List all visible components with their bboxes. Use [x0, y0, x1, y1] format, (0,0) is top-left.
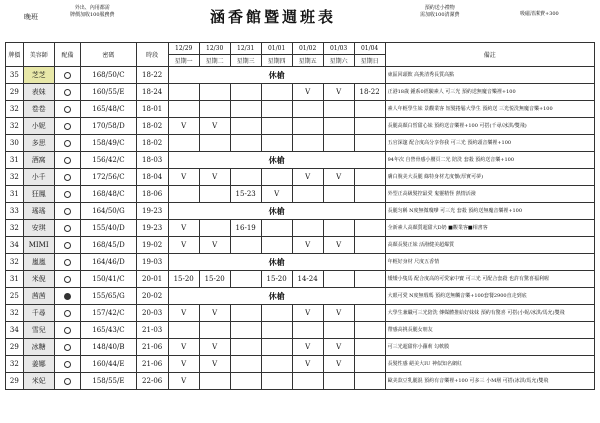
teacher-name: 芝芝 [23, 67, 54, 84]
code-cell: 158/55/E [81, 373, 136, 390]
day-cell [230, 237, 261, 254]
table-row [6, 356, 595, 373]
day-cell: 15-20 [261, 271, 292, 288]
col-remarks: 備註 [385, 43, 594, 67]
plate-cell: 32 [6, 101, 24, 118]
teacher-name: 米妃 [23, 373, 54, 390]
code-cell: 164/50/G [81, 203, 136, 220]
day-cell: 15-20 [199, 271, 230, 288]
day-cell [199, 135, 230, 152]
circle-icon [64, 174, 71, 181]
filled-circle-icon [64, 293, 71, 300]
equipment-cell [54, 220, 81, 237]
day-cell [230, 169, 261, 186]
day-cell [323, 220, 354, 237]
equipment-cell [54, 373, 81, 390]
day-cell: V [292, 169, 323, 186]
time-cell: 18-24 [136, 84, 168, 101]
day-cell: V [292, 339, 323, 356]
circle-icon [64, 276, 71, 283]
circle-icon [64, 242, 71, 249]
day-cell: V [323, 305, 354, 322]
equipment-cell [54, 305, 81, 322]
plate-cell: 34 [6, 322, 24, 339]
time-cell: 19-02 [136, 237, 168, 254]
circle-icon [64, 378, 71, 385]
remark-cell: 外型正高級髮控最愛 鬼靈精怪 熱情活潑 [385, 186, 594, 203]
day-cell: 15-20 [168, 271, 199, 288]
code-cell: 156/42/C [81, 152, 136, 169]
day-cell: V [199, 118, 230, 135]
teacher-name: 卷卷 [23, 101, 54, 118]
col-plate: 牌價 [6, 43, 24, 67]
table-row [6, 254, 595, 271]
teacher-name: 多思 [23, 135, 54, 152]
code-cell: 168/48/C [81, 186, 136, 203]
day-cell [230, 271, 261, 288]
day-cell: V [292, 305, 323, 322]
equipment-cell [54, 169, 81, 186]
time-cell: 20-03 [136, 305, 168, 322]
equipment-cell [54, 101, 81, 118]
time-cell: 18-22 [136, 67, 168, 84]
day-cell [168, 101, 199, 118]
remark-cell: 長腿匀稱 N度無微瓊嗲 可三光 套殺 預約送無魔音樂裡+100 [385, 203, 594, 220]
plate-cell: 32 [6, 254, 24, 271]
circle-icon [64, 361, 71, 368]
day-cell: V [292, 84, 323, 101]
day-cell [168, 322, 199, 339]
equipment-cell [54, 84, 81, 101]
table-row [6, 203, 595, 220]
time-cell: 21-06 [136, 339, 168, 356]
teacher-name: MIMI [23, 237, 54, 254]
col-weekday: 星期一 [168, 55, 199, 67]
plate-cell: 29 [6, 84, 24, 101]
equipment-cell [54, 135, 81, 152]
day-cell: V [292, 237, 323, 254]
page-header [0, 0, 600, 42]
day-cell [261, 84, 292, 101]
day-cell: V [168, 339, 199, 356]
day-cell [354, 186, 385, 203]
col-weekday: 星期三 [230, 55, 261, 67]
day-cell [354, 322, 385, 339]
day-cell: V [168, 169, 199, 186]
table-row [6, 152, 595, 169]
col-equipment: 配備 [54, 43, 81, 67]
table-row [6, 237, 595, 254]
day-cell [230, 84, 261, 101]
booking-note-line2: 需加收100清潔費 [420, 12, 460, 18]
remark-cell: 長髮性感 絕美大IU 神似知名網紅 [385, 356, 594, 373]
day-cell [230, 305, 261, 322]
teacher-name: 米倪 [23, 271, 54, 288]
day-cell: V [323, 169, 354, 186]
col-weekday: 星期六 [323, 55, 354, 67]
teacher-name: 姜娜 [23, 356, 54, 373]
rest-cell: 休槍 [168, 288, 385, 305]
day-cell [354, 373, 385, 390]
teacher-name: 狂鳳 [23, 186, 54, 203]
service-fee-note [70, 5, 115, 19]
day-cell [199, 373, 230, 390]
table-row [6, 101, 595, 118]
time-cell: 20-02 [136, 288, 168, 305]
table-row [6, 169, 595, 186]
plate-cell: 29 [6, 339, 24, 356]
col-date: 12/30 [199, 43, 230, 55]
time-cell: 19-23 [136, 203, 168, 220]
code-cell: 168/45/D [81, 237, 136, 254]
col-code: 密碼 [81, 43, 136, 67]
time-cell: 18-06 [136, 186, 168, 203]
day-cell: V [323, 84, 354, 101]
time-cell: 21-06 [136, 356, 168, 373]
equipment-cell [54, 152, 81, 169]
equipment-cell [54, 118, 81, 135]
table-row [6, 84, 595, 101]
day-cell: V [168, 118, 199, 135]
day-cell: 15-23 [230, 186, 261, 203]
day-cell: V [323, 356, 354, 373]
col-weekday: 星期二 [199, 55, 230, 67]
cleaning-fee-note: 吸磁清潔費+300 [520, 11, 559, 17]
teacher-name: 瑤瑤 [23, 203, 54, 220]
day-cell [261, 101, 292, 118]
col-weekday: 星期五 [292, 55, 323, 67]
day-cell [230, 356, 261, 373]
remark-cell: 可三光超甜你小蘿莉 勾軟膜 [385, 339, 594, 356]
plate-cell: 31 [6, 186, 24, 203]
teacher-name: 表妹 [23, 84, 54, 101]
day-cell [168, 135, 199, 152]
circle-icon [64, 123, 71, 130]
day-cell [323, 373, 354, 390]
day-cell: V [323, 237, 354, 254]
day-cell [323, 135, 354, 152]
day-cell [354, 169, 385, 186]
day-cell: V [199, 356, 230, 373]
equipment-cell [54, 186, 81, 203]
remark-cell: 94年次 自營骨感小腰頁二光 陪洗 套殺 預約送音樂+100 [385, 152, 594, 169]
day-cell [292, 373, 323, 390]
circle-icon [64, 191, 71, 198]
day-cell [230, 135, 261, 152]
day-cell [354, 118, 385, 135]
day-cell [261, 237, 292, 254]
plate-cell: 32 [6, 356, 24, 373]
booking-note-line1: 預約送小禮物 [424, 5, 455, 11]
teacher-name: 小妮 [23, 118, 54, 135]
equipment-cell [54, 203, 81, 220]
circle-icon [64, 259, 71, 266]
day-cell [230, 373, 261, 390]
circle-icon [64, 157, 71, 164]
day-cell [292, 118, 323, 135]
day-cell [354, 101, 385, 118]
day-cell [261, 373, 292, 390]
rest-cell: 休槍 [168, 203, 385, 220]
teacher-name: 茜茜 [23, 288, 54, 305]
equipment-cell [54, 288, 81, 305]
day-cell: 16-19 [230, 220, 261, 237]
teacher-name: 雪兒 [23, 322, 54, 339]
day-cell [323, 118, 354, 135]
day-cell: V [323, 339, 354, 356]
code-cell: 170/58/D [81, 118, 136, 135]
circle-icon [64, 72, 71, 79]
day-cell [261, 135, 292, 152]
circle-icon [64, 344, 71, 351]
time-cell: 18-02 [136, 135, 168, 152]
time-cell: 18-04 [136, 169, 168, 186]
day-cell [354, 339, 385, 356]
remark-cell: 全新素人高顏質超甜大D奶 ■觀業客■相書客 [385, 220, 594, 237]
day-cell [323, 101, 354, 118]
plate-cell: 33 [6, 203, 24, 220]
code-cell: 155/65/G [81, 288, 136, 305]
time-cell: 19-23 [136, 220, 168, 237]
remark-cell: 膚白脫美大長腿 綠特身材尤度懷(厚實可夢) [385, 169, 594, 186]
day-cell [354, 271, 385, 288]
header-row-dates [6, 43, 595, 55]
day-cell: V [199, 169, 230, 186]
remark-cell: 矮矮小隻馬 配合度高的可愛家中寶 可三光 可配合套殺 也許有驚喜福利喔 [385, 271, 594, 288]
day-cell: V [168, 373, 199, 390]
circle-icon [64, 89, 71, 96]
shift-label: 晚班 [24, 13, 38, 21]
col-date: 01/04 [354, 43, 385, 55]
remark-cell: 高顏長髮正妹 活潑健美超爆質 [385, 237, 594, 254]
table-row [6, 288, 595, 305]
day-cell [230, 322, 261, 339]
circle-icon [64, 208, 71, 215]
day-cell [354, 305, 385, 322]
code-cell: 160/44/E [81, 356, 136, 373]
col-date: 01/02 [292, 43, 323, 55]
day-cell [323, 186, 354, 203]
remark-cell: 歐美款豆乳腿混 預約有音樂裡+100 可多三 小M層 可搭(冰淇/馬允)雙飛 [385, 373, 594, 390]
table-row [6, 271, 595, 288]
day-cell [354, 237, 385, 254]
day-cell: V [261, 186, 292, 203]
code-cell: 157/42/C [81, 305, 136, 322]
code-cell: 155/40/D [81, 220, 136, 237]
day-cell [292, 135, 323, 152]
day-cell [292, 322, 323, 339]
circle-icon [64, 310, 71, 317]
rest-cell: 休槍 [168, 254, 385, 271]
day-cell: 14-24 [292, 271, 323, 288]
equipment-cell [54, 67, 81, 84]
day-cell [199, 220, 230, 237]
day-cell [261, 339, 292, 356]
time-cell: 18-01 [136, 101, 168, 118]
time-cell: 20-01 [136, 271, 168, 288]
service-fee-note-line1: 外出、內用都需 [74, 5, 110, 11]
code-cell: 168/50/C [81, 67, 136, 84]
schedule-body [6, 67, 595, 390]
remark-cell: 大學生兼職可三光陪洗 傳媒體推給好妹妹 預約有驚喜 可搭(小妮/冰淇/馬允)雙飛 [385, 305, 594, 322]
equipment-cell [54, 271, 81, 288]
day-cell [261, 322, 292, 339]
circle-icon [64, 106, 71, 113]
day-cell [354, 135, 385, 152]
day-cell [230, 118, 261, 135]
col-date: 01/01 [261, 43, 292, 55]
day-cell [230, 339, 261, 356]
remark-cell: 東區回頭飲 高挑清秀長質高點 [385, 67, 594, 84]
teacher-name: 酒窩 [23, 152, 54, 169]
table-row [6, 135, 595, 152]
table-row [6, 67, 595, 84]
plate-cell: 35 [6, 67, 24, 84]
day-cell [323, 271, 354, 288]
teacher-name: 小千 [23, 169, 54, 186]
col-date: 01/03 [323, 43, 354, 55]
day-cell [261, 169, 292, 186]
remark-cell: 帶感高挑長腿女朋友 [385, 322, 594, 339]
day-cell [168, 84, 199, 101]
day-cell [323, 322, 354, 339]
day-cell: V [199, 339, 230, 356]
day-cell [261, 118, 292, 135]
col-date: 12/31 [230, 43, 261, 55]
day-cell [261, 356, 292, 373]
day-cell: V [168, 356, 199, 373]
equipment-cell [54, 237, 81, 254]
equipment-cell [54, 339, 81, 356]
day-cell [199, 101, 230, 118]
teacher-name: 嵐嵐 [23, 254, 54, 271]
col-time: 時段 [136, 43, 168, 67]
code-cell: 165/43/C [81, 322, 136, 339]
service-fee-note-line2: 牌價加收100服務費 [70, 12, 115, 18]
table-row [6, 322, 595, 339]
teacher-name: 千尋 [23, 305, 54, 322]
plate-cell: 32 [6, 220, 24, 237]
day-cell: V [168, 237, 199, 254]
teacher-name: 安琪 [23, 220, 54, 237]
code-cell: 164/46/D [81, 254, 136, 271]
day-cell [354, 220, 385, 237]
remark-cell: 長腿高顏白皙甜心妹 預約送音樂裡+100 可搭(千尋/冰淇/雙飛) [385, 118, 594, 135]
time-cell: 18-02 [136, 118, 168, 135]
plate-cell: 32 [6, 118, 24, 135]
rest-cell: 休槍 [168, 67, 385, 84]
circle-icon [64, 327, 71, 334]
remark-cell: 正港18歲 鍾系0經驗素人 可三光 預約送無魔音樂裡+100 [385, 84, 594, 101]
day-cell: V [199, 305, 230, 322]
equipment-cell [54, 356, 81, 373]
time-cell: 18-03 [136, 152, 168, 169]
schedule-table [5, 42, 595, 390]
col-weekday: 星期日 [354, 55, 385, 67]
rest-cell: 休槍 [168, 152, 385, 169]
day-cell: V [168, 220, 199, 237]
col-date: 12/29 [168, 43, 199, 55]
plate-cell: 31 [6, 271, 24, 288]
code-cell: 150/41/C [81, 271, 136, 288]
booking-note [420, 5, 460, 19]
remark-cell: 年輕好身材 尺度五香情 [385, 254, 594, 271]
plate-cell: 29 [6, 373, 24, 390]
circle-icon [64, 225, 71, 232]
code-cell: 172/56/C [81, 169, 136, 186]
page-title: 涵香館暨週班表 [210, 8, 337, 26]
code-cell: 165/48/C [81, 101, 136, 118]
time-cell: 19-03 [136, 254, 168, 271]
day-cell: V [168, 305, 199, 322]
day-cell [292, 220, 323, 237]
plate-cell: 34 [6, 237, 24, 254]
teacher-name: 冰糖 [23, 339, 54, 356]
code-cell: 158/49/C [81, 135, 136, 152]
circle-icon [64, 140, 71, 147]
table-row [6, 186, 595, 203]
col-weekday: 星期四 [261, 55, 292, 67]
plate-cell: 30 [6, 135, 24, 152]
plate-cell: 31 [6, 152, 24, 169]
code-cell: 160/55/E [81, 84, 136, 101]
day-cell [230, 101, 261, 118]
col-teacher: 美容師 [23, 43, 54, 67]
table-row [6, 339, 595, 356]
table-row [6, 220, 595, 237]
day-cell [199, 84, 230, 101]
day-cell: V [199, 237, 230, 254]
day-cell [199, 186, 230, 203]
plate-cell: 32 [6, 169, 24, 186]
code-cell: 148/40/B [81, 339, 136, 356]
day-cell: V [292, 356, 323, 373]
day-cell [168, 186, 199, 203]
day-cell [261, 220, 292, 237]
time-cell: 22-06 [136, 373, 168, 390]
remark-cell: 五官深邃 配合度高分享你我 可三光 預約頭音樂裡+100 [385, 135, 594, 152]
table-row [6, 305, 595, 322]
remark-cell: 大眼可愛 N度無瑕瑪 預約送無觸音樂+100套餐2900直走到底 [385, 288, 594, 305]
plate-cell: 25 [6, 288, 24, 305]
day-cell: 18-22 [354, 84, 385, 101]
equipment-cell [54, 322, 81, 339]
table-row [6, 118, 595, 135]
plate-cell: 32 [6, 305, 24, 322]
table-row [6, 373, 595, 390]
day-cell [354, 356, 385, 373]
day-cell [292, 186, 323, 203]
day-cell [292, 101, 323, 118]
time-cell: 21-03 [136, 322, 168, 339]
remark-cell: 素人年輕學生妹 景觀業客 短髮捲鬈大學生 預約送 三光悦洗無魔音樂+100 [385, 101, 594, 118]
day-cell [261, 305, 292, 322]
equipment-cell [54, 254, 81, 271]
day-cell [199, 322, 230, 339]
